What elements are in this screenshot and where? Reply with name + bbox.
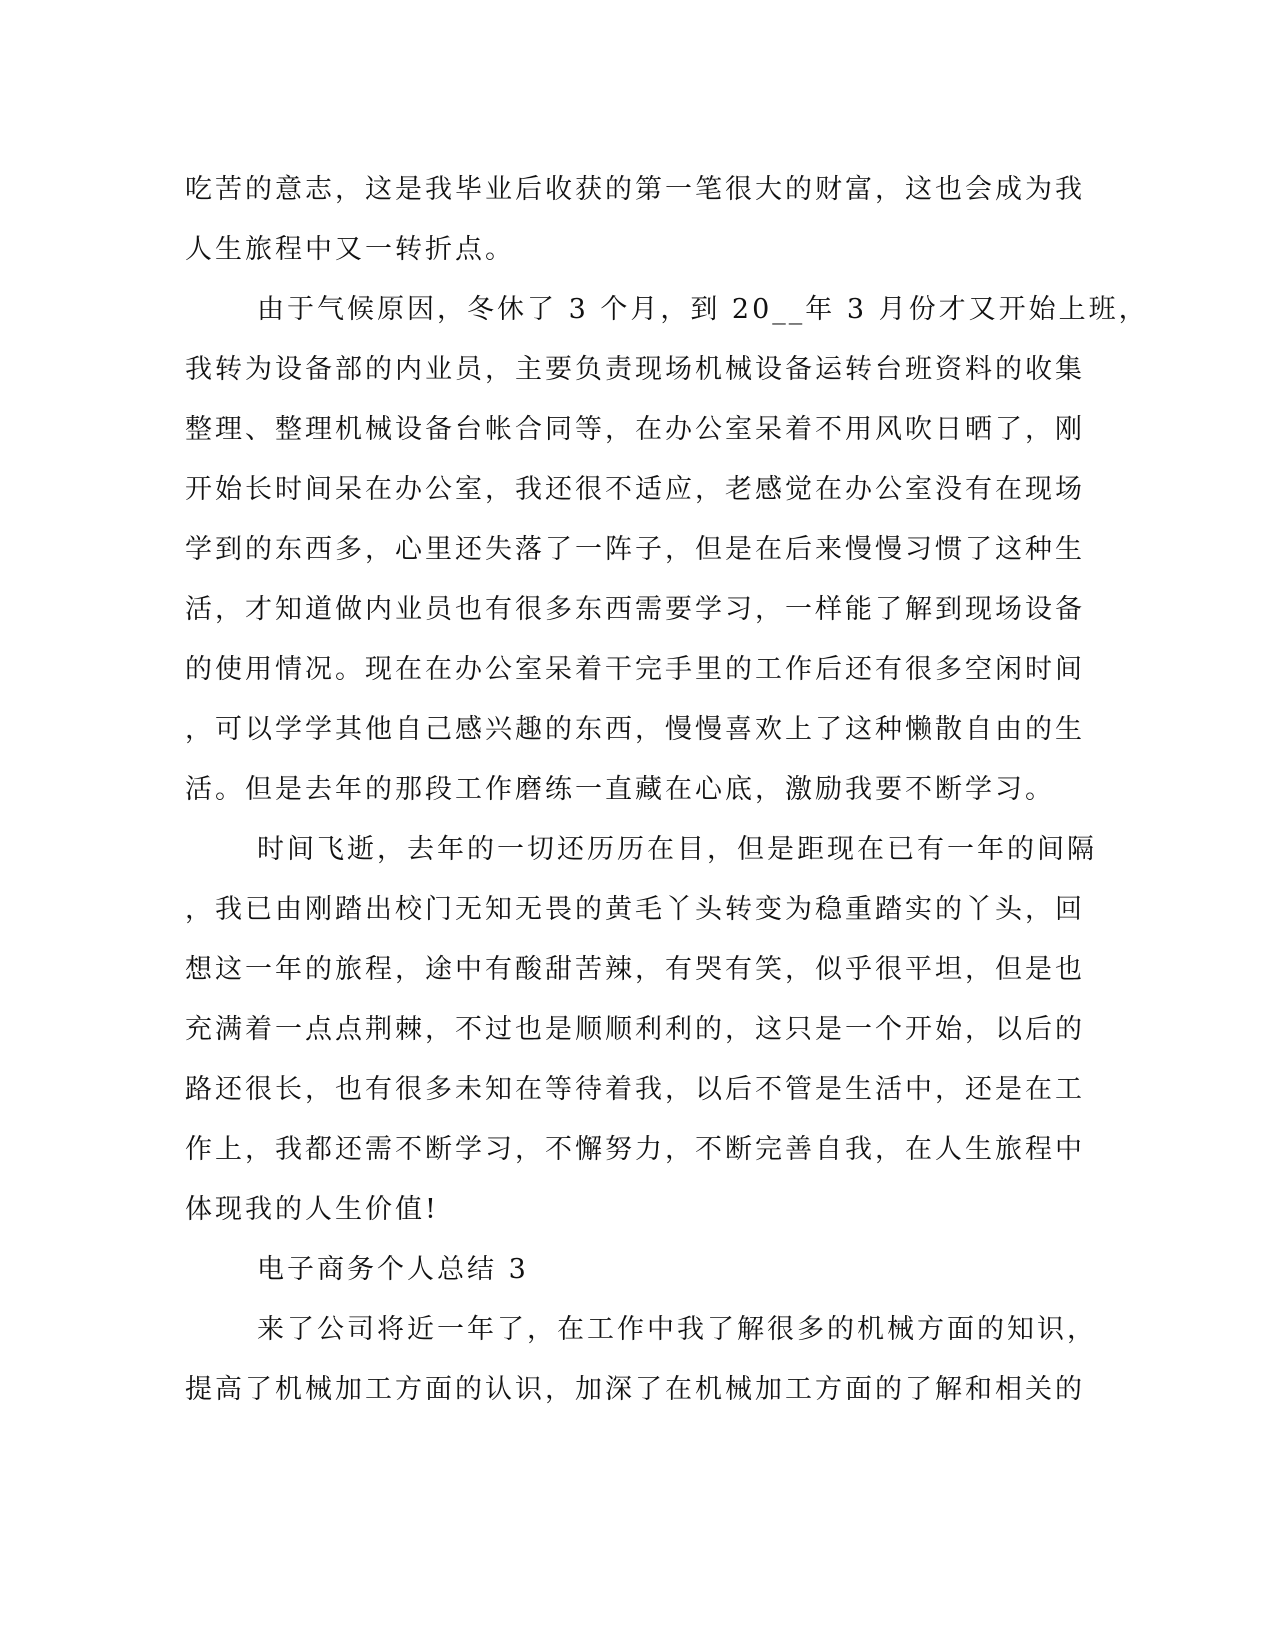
text-line: 提高了机械加工方面的认识，加深了在机械加工方面的了解和相关的 <box>185 1374 1085 1405</box>
paragraph-start-line: 由于气候原因，冬休了 3 个月，到 20__年 3 月份才又开始上班， <box>257 294 1149 325</box>
text-line: 开始长时间呆在办公室，我还很不适应，老感觉在办公室没有在现场 <box>185 474 1085 505</box>
text-line: 我转为设备部的内业员，主要负责现场机械设备运转台班资料的收集 <box>185 354 1085 385</box>
text-line: 路还很长，也有很多未知在等待着我，以后不管是生活中，还是在工 <box>185 1074 1085 1105</box>
text-line: 吃苦的意志，这是我毕业后收获的第一笔很大的财富，这也会成为我 <box>185 174 1085 205</box>
text-line: 人生旅程中又一转折点。 <box>185 234 515 265</box>
text-line: 活，才知道做内业员也有很多东西需要学习，一样能了解到现场设备 <box>185 594 1085 625</box>
text-line: 的使用情况。现在在办公室呆着干完手里的工作后还有很多空闲时间 <box>185 654 1085 685</box>
paragraph-start-line: 来了公司将近一年了，在工作中我了解很多的机械方面的知识， <box>257 1314 1097 1345</box>
paragraph-start-line: 时间飞逝，去年的一切还历历在目，但是距现在已有一年的间隔 <box>257 834 1097 865</box>
text-line: 整理、整理机械设备台帐合同等，在办公室呆着不用风吹日晒了，刚 <box>185 414 1085 445</box>
text-line: 体现我的人生价值! <box>185 1194 439 1225</box>
text-line: 作上，我都还需不断学习，不懈努力，不断完善自我，在人生旅程中 <box>185 1134 1085 1165</box>
section-heading: 电子商务个人总结 3 <box>257 1254 529 1285</box>
text-line: ，可以学学其他自己感兴趣的东西，慢慢喜欢上了这种懒散自由的生 <box>185 714 1085 745</box>
text-line: 活。但是去年的那段工作磨练一直藏在心底，激励我要不断学习。 <box>185 774 1055 805</box>
text-line: 充满着一点点荆棘，不过也是顺顺利利的，这只是一个开始，以后的 <box>185 1014 1085 1045</box>
text-line: ，我已由刚踏出校门无知无畏的黄毛丫头转变为稳重踏实的丫头，回 <box>185 894 1085 925</box>
text-line: 学到的东西多，心里还失落了一阵子，但是在后来慢慢习惯了这种生 <box>185 534 1085 565</box>
text-line: 想这一年的旅程，途中有酸甜苦辣，有哭有笑，似乎很平坦，但是也 <box>185 954 1085 985</box>
document-body <box>185 160 1149 1420</box>
